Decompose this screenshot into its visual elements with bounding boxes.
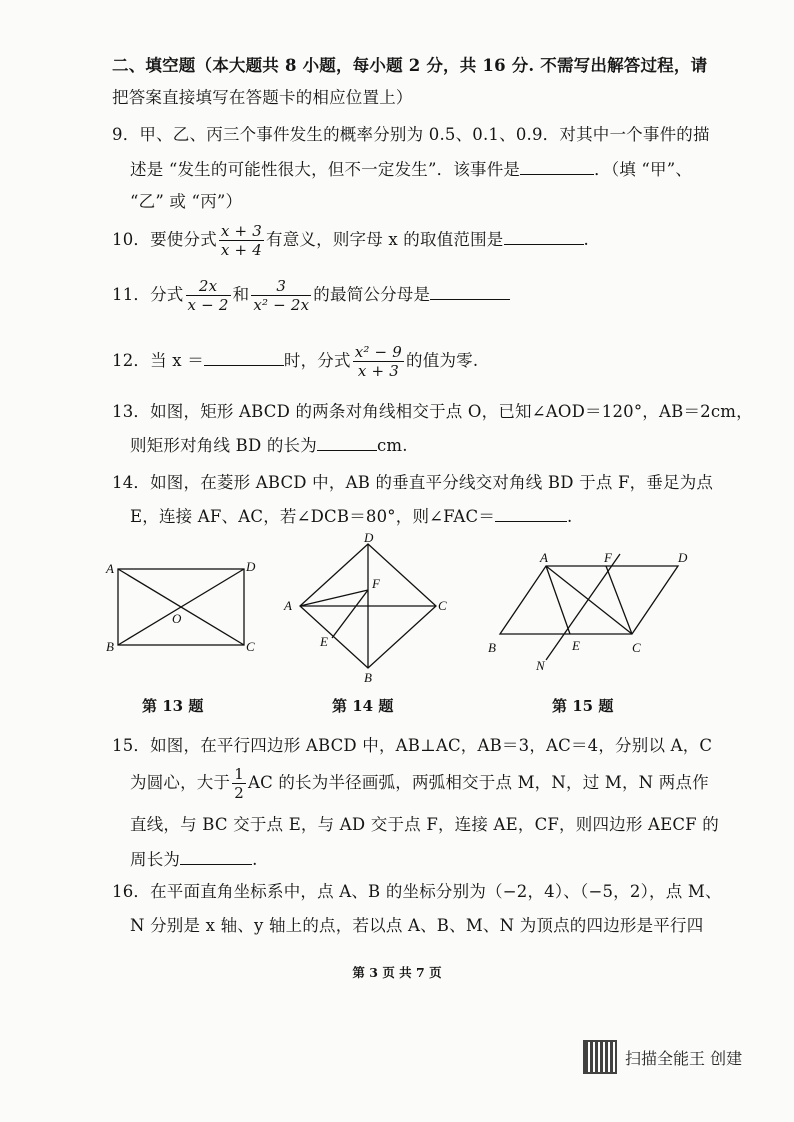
- q9-text: 述是 “发生的可能性很大，但不一定发生”．该事件是: [130, 160, 521, 179]
- q11-post: 的最简公分母是: [313, 285, 431, 304]
- fig13-label-o: O: [172, 611, 182, 626]
- fig14-label-d: D: [364, 530, 374, 545]
- q14-answer-blank[interactable]: [495, 520, 567, 522]
- q14-line2: [130, 503, 572, 527]
- q11-numerator1: 2x: [186, 277, 231, 296]
- q15-text-rest: AC 的长为半径画弧，两弧相交于点 M，N，过 M，N 两点作: [247, 773, 709, 792]
- q15-text: 为圆心，大于: [130, 773, 231, 792]
- q15-half-num: 1: [234, 765, 244, 783]
- q11-fraction2: [251, 277, 311, 314]
- figure-13: [100, 555, 270, 660]
- q11-mid: 和: [232, 285, 250, 304]
- q10: [112, 222, 589, 259]
- q15-line4: [130, 846, 258, 870]
- q11-denominator1: x − 2: [187, 296, 229, 314]
- fig15-label-n: N: [536, 658, 545, 673]
- fig15-label-a: A: [540, 550, 548, 565]
- q13-unit: cm.: [376, 436, 408, 455]
- fig15-label-e: E: [572, 638, 580, 653]
- q11-answer-blank[interactable]: [430, 298, 510, 300]
- fig14-label-a: A: [284, 598, 292, 613]
- q15-line3: 直线，与 BC 交于点 E，与 AD 交于点 F，连接 AE，CF，则四边形 AECF 的: [130, 815, 719, 834]
- q11-fraction1: [186, 277, 231, 314]
- q10-pre: 10．要使分式: [112, 230, 217, 249]
- q10-end: .: [583, 230, 589, 249]
- fig14-label-e: E: [320, 634, 328, 649]
- q14-line1: 14．如图，在菱形 ABCD 中，AB 的垂直平分线交对角线 BD 于点 F，垂足为点: [112, 473, 714, 492]
- q12-mid: 时，分式: [283, 351, 351, 370]
- q15-line2: [130, 765, 709, 802]
- q16-line2: N 分别是 x 轴、y 轴上的点，若以点 A、B、M、N 为顶点的四边形是平行四: [130, 916, 704, 935]
- section-instructions: 把答案直接填写在答题卡的相应位置上）: [112, 88, 413, 107]
- q12-numerator: x² − 9: [354, 343, 403, 361]
- q9-line3: “乙” 或 “丙”）: [130, 192, 243, 211]
- fig13-label-b: B: [106, 639, 114, 654]
- q15-end: .: [252, 850, 258, 869]
- q12: [112, 343, 478, 380]
- q15-line1: 15．如图，在平行四边形 ABCD 中，AB⊥AC，AB＝3，AC＝4，分别以 A，C: [112, 736, 713, 755]
- figure-15: [480, 548, 700, 673]
- q13-line1: 13．如图，矩形 ABCD 的两条对角线相交于点 O，已知∠AOD＝120°，AB＝2cm，: [112, 402, 753, 421]
- q9-line1: 9．甲、乙、丙三个事件发生的概率分别为 0.5、0.1、0.9．对其中一个事件的描: [112, 125, 710, 144]
- page-footer: 第 3 页 共 7 页: [352, 965, 442, 980]
- q13-text: 则矩形对角线 BD 的长为: [130, 436, 317, 455]
- q11-pre: 11．分式: [112, 285, 184, 304]
- fig15-label-b: B: [488, 640, 496, 655]
- q15-half-den: 2: [234, 784, 244, 802]
- q9-answer-blank[interactable]: [520, 173, 594, 175]
- fig14-label-f: F: [372, 576, 380, 591]
- q16-line1: 16．在平面直角坐标系中，点 A、B 的坐标分别为（−2，4）、（−5，2），点 M、: [112, 882, 722, 901]
- q10-denominator: x + 4: [220, 241, 263, 259]
- q15-half-fraction: [232, 765, 246, 802]
- q15-perimeter-text: 周长为: [130, 850, 181, 869]
- q10-fraction: [219, 222, 264, 259]
- section-title: 二、填空题（本大题共 8 小题，每小题 2 分，共 16 分. 不需写出解答过程，请: [112, 56, 708, 75]
- q11-denominator2: x² − 2x: [253, 296, 310, 314]
- q13-answer-blank[interactable]: [317, 449, 377, 451]
- q10-numerator: x + 3: [220, 222, 263, 240]
- q11: [112, 277, 510, 314]
- fig15-line-mn: [546, 554, 620, 660]
- q12-post: 的值为零.: [406, 351, 479, 370]
- qr-code-icon: [583, 1040, 617, 1074]
- q10-answer-blank[interactable]: [504, 243, 584, 245]
- scanner-watermark: [583, 1040, 742, 1074]
- figure-14: [280, 530, 460, 685]
- fig14-label-b: B: [364, 670, 372, 685]
- fig14-label-c: C: [438, 598, 447, 613]
- q15-answer-blank[interactable]: [180, 863, 252, 865]
- fig13-caption: 第 13 题: [142, 697, 204, 715]
- q10-post: 有意义，则字母 x 的取值范围是: [266, 230, 504, 249]
- fig15-label-f: F: [604, 550, 612, 565]
- fig15-label-c: C: [632, 640, 641, 655]
- fig15-label-d: D: [678, 550, 688, 565]
- fig13-label-a: A: [106, 561, 114, 576]
- q12-denominator: x + 3: [357, 362, 399, 380]
- q9-line2: [130, 156, 692, 180]
- fig13-label-d: D: [246, 559, 256, 574]
- fig15-caption: 第 15 题: [552, 697, 614, 715]
- q12-answer-blank[interactable]: [204, 364, 284, 366]
- scanner-text: 扫描全能王 创建: [625, 1048, 743, 1068]
- q14-end: .: [567, 507, 573, 526]
- q14-text: E，连接 AF、AC，若∠DCB＝80°，则∠FAC＝: [130, 507, 496, 526]
- q13-line2: [130, 432, 408, 456]
- q12-pre: 12．当 x ＝: [112, 351, 204, 370]
- fig14-caption: 第 14 题: [332, 697, 394, 715]
- q12-fraction: [353, 343, 404, 380]
- q9-text-end: ．（填 “甲”、: [594, 160, 693, 179]
- fig13-label-c: C: [246, 639, 255, 654]
- q11-numerator2: 3: [251, 277, 311, 296]
